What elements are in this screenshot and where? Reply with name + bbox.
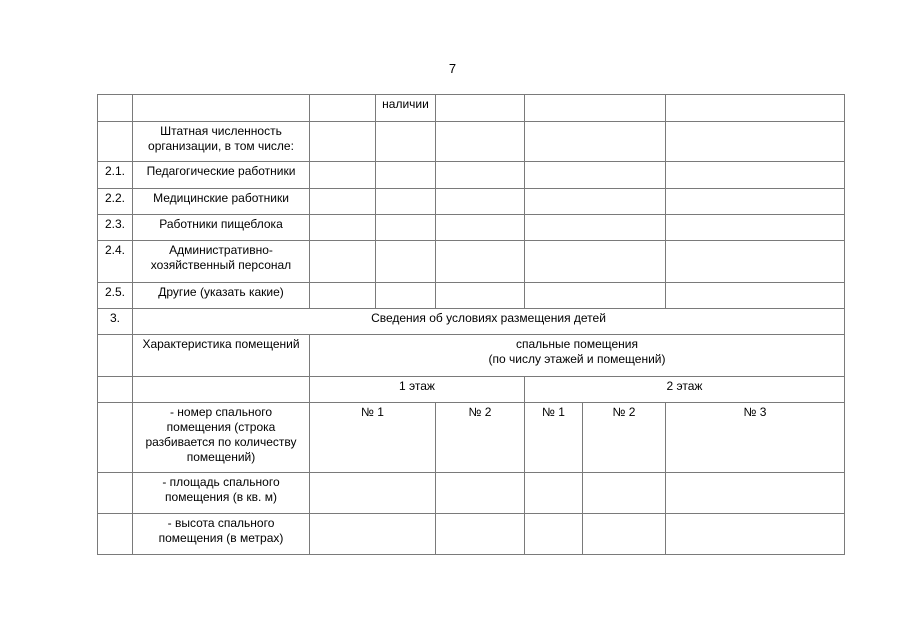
table-cell [525, 95, 666, 122]
table-cell [310, 122, 376, 162]
section-number: 3. [98, 309, 133, 335]
row-number: 2.1. [98, 162, 133, 189]
table-cell [525, 473, 583, 514]
table-cell [525, 122, 666, 162]
table-cell [376, 162, 436, 189]
table-row [98, 403, 845, 473]
row-number: 2.5. [98, 283, 133, 309]
table-cell [98, 514, 133, 555]
room-number-label: - номер спального помещения (строка разбивается по количеству помещений) [133, 403, 310, 473]
table-cell [666, 514, 845, 555]
table-cell [98, 95, 133, 122]
table-row [98, 309, 845, 335]
floor2-room3: № 3 [666, 403, 845, 473]
table-cell [310, 241, 376, 283]
floor2-room1: № 1 [525, 403, 583, 473]
table-row [98, 377, 845, 403]
row-label: Медицинские работники [133, 189, 310, 215]
table-row [98, 473, 845, 514]
table-cell [310, 95, 376, 122]
table-cell [666, 241, 845, 283]
table-row [98, 514, 845, 555]
table-cell [436, 283, 525, 309]
table-cell [310, 283, 376, 309]
table-cell [98, 403, 133, 473]
row-label: Работники пищеблока [133, 215, 310, 241]
availability-cell: наличии [376, 95, 436, 122]
table-row [98, 122, 845, 162]
table-cell [310, 162, 376, 189]
table-cell [436, 162, 525, 189]
table-cell [436, 189, 525, 215]
form-table [97, 94, 845, 555]
height-label: - высота спального помещения (в метрах) [133, 514, 310, 555]
table-cell [133, 95, 310, 122]
section-title: Сведения об условиях размещения детей [133, 309, 845, 335]
table-cell [436, 122, 525, 162]
table-cell [436, 514, 525, 555]
table-cell [98, 473, 133, 514]
table-cell [583, 514, 666, 555]
table-cell [583, 473, 666, 514]
table-row [98, 283, 845, 309]
row-number: 2.2. [98, 189, 133, 215]
row-label: Административно-хозяйственный персонал [133, 241, 310, 283]
table-cell [666, 283, 845, 309]
table-cell [436, 215, 525, 241]
table-cell [525, 514, 583, 555]
area-label: - площадь спального помещения (в кв. м) [133, 473, 310, 514]
floor1-room2: № 2 [436, 403, 525, 473]
row-label: Педагогические работники [133, 162, 310, 189]
table-cell [376, 241, 436, 283]
floor-2-header: 2 этаж [525, 377, 845, 403]
table-cell [133, 377, 310, 403]
page-number: 7 [448, 61, 457, 76]
floor2-room2: № 2 [583, 403, 666, 473]
table-cell [666, 215, 845, 241]
table-cell [666, 473, 845, 514]
table-cell [525, 215, 666, 241]
table-cell [310, 189, 376, 215]
table-cell [98, 377, 133, 403]
table-cell [310, 473, 436, 514]
table-cell [436, 241, 525, 283]
row-number: 2.3. [98, 215, 133, 241]
table-cell [436, 95, 525, 122]
table-cell [376, 215, 436, 241]
table-cell [376, 122, 436, 162]
table-cell [666, 189, 845, 215]
bedrooms-header-line2: (по числу этажей и помещений) [488, 352, 666, 366]
row-label: Другие (указать какие) [133, 283, 310, 309]
table-cell [666, 95, 845, 122]
floor-1-header: 1 этаж [310, 377, 525, 403]
floor1-room1: № 1 [310, 403, 436, 473]
table-cell [436, 473, 525, 514]
table-cell [376, 189, 436, 215]
table-cell [525, 283, 666, 309]
bedrooms-header-line1: спальные помещения [515, 337, 639, 351]
table-row [98, 189, 845, 215]
table-row [98, 241, 845, 283]
table-cell [666, 122, 845, 162]
table-cell [666, 162, 845, 189]
table-cell [376, 283, 436, 309]
characteristic-header: Характеристика помещений [133, 335, 310, 377]
table-cell [525, 189, 666, 215]
table-row [98, 335, 845, 377]
staff-total-label: Штатная численность организации, в том числе: [133, 122, 310, 162]
table-row [98, 162, 845, 189]
table-row [98, 95, 845, 122]
table-cell [310, 514, 436, 555]
table-cell [525, 162, 666, 189]
bedrooms-header [310, 335, 845, 377]
table-cell [98, 335, 133, 377]
table-cell [98, 122, 133, 162]
table-row [98, 215, 845, 241]
table-cell [525, 241, 666, 283]
row-number: 2.4. [98, 241, 133, 283]
table-cell [310, 215, 376, 241]
